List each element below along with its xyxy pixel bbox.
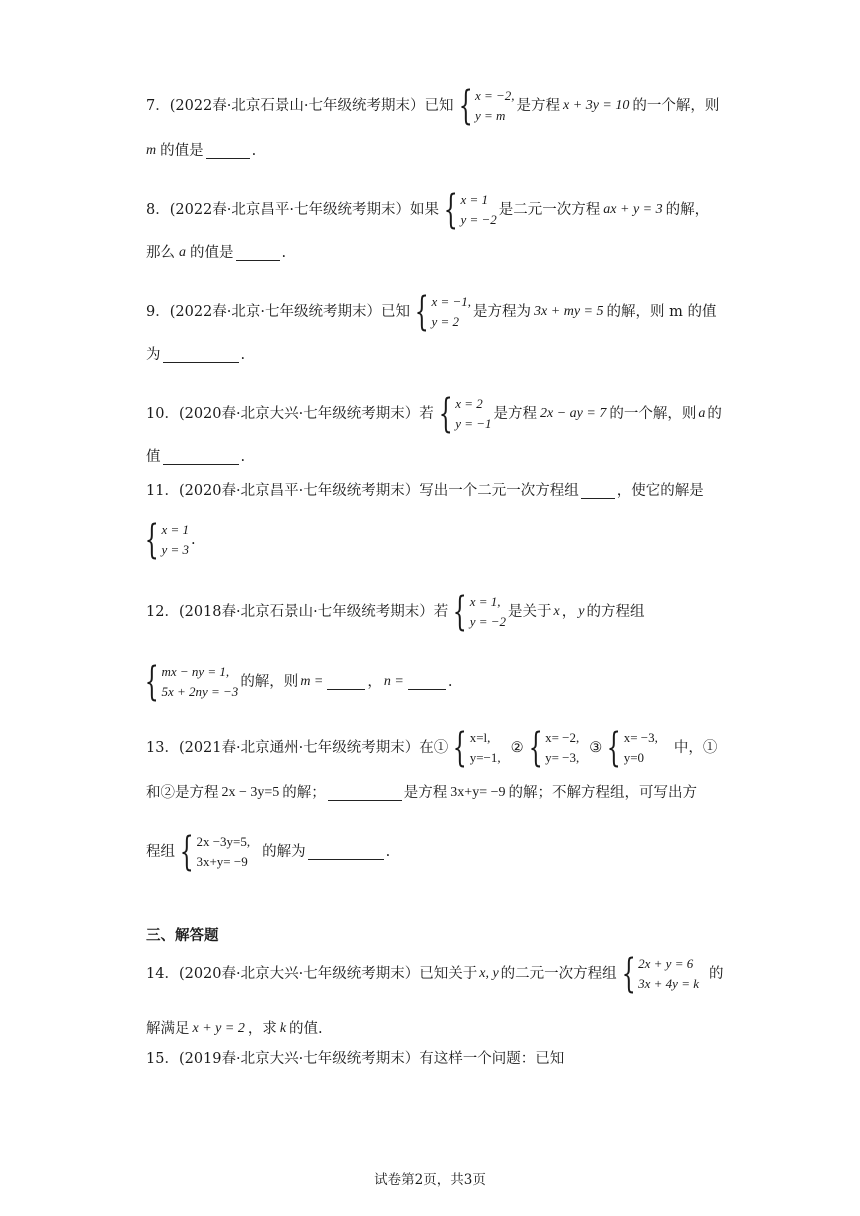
question-7-line2: m 的值是 . bbox=[146, 143, 257, 159]
question-14-line2: 解满足 x + y = 2 ，求 k 的值. bbox=[146, 1021, 323, 1037]
brace-icon: { bbox=[606, 725, 621, 771]
q7-equation: x + 3y = 10 bbox=[563, 98, 630, 113]
question-15: 15．(2019春·北京大兴·七年级统考期末）有这样一个问题：已知 bbox=[146, 1051, 565, 1067]
question-13-line2: 和②是方程 2x − 3y=5 的解； 是方程 3x+y= −9 的解；不解方程组，可写出方 bbox=[146, 785, 697, 801]
q12-system-2: { mx − ny = 1, 5x + 2ny = −3 bbox=[144, 659, 239, 705]
q12-system: { x = 1, y = −2 bbox=[452, 589, 507, 635]
answer-blank[interactable] bbox=[163, 450, 239, 465]
q8-system: { x = 1 y = −2 bbox=[443, 187, 497, 233]
question-8: 8．(2022春·北京昌平·七年级统考期末）如果 { x = 1 y = −2 是二元一次方程 ax + y = 3 的解， bbox=[146, 187, 710, 233]
answer-blank[interactable] bbox=[581, 484, 615, 499]
answer-blank[interactable] bbox=[206, 144, 250, 159]
question-12: 12．(2018春·北京石景山·七年级统考期末）若 { x = 1, y = −2 是关于 x ， y 的方程组 bbox=[146, 589, 645, 635]
brace-icon: { bbox=[144, 517, 159, 563]
q7-prefix: 7．(2022春·北京石景山·七年级统考期末）已知 bbox=[146, 98, 454, 114]
question-10: 10．(2020春·北京大兴·七年级统考期末）若 { x = 2 y = −1 是方程 2x − ay = 7 的一个解，则 a 的 bbox=[146, 391, 722, 437]
page-footer: 试卷第2页，共3页 bbox=[374, 1172, 486, 1188]
question-13: 13．(2021春·北京通州·七年级统考期末）在① { x=l, y=−1, ② { x= −2, y= −3, ③ { x= −3, y=0 中，① bbox=[146, 725, 718, 771]
answer-blank[interactable] bbox=[163, 348, 239, 363]
answer-blank[interactable] bbox=[308, 845, 384, 860]
answer-blank[interactable] bbox=[328, 786, 402, 801]
brace-icon: { bbox=[414, 289, 429, 335]
question-11-line2: { x = 1 y = 3 . bbox=[140, 520, 196, 560]
question-9-line2: 为 . bbox=[146, 347, 246, 363]
brace-icon: { bbox=[528, 725, 543, 771]
question-13-line3: 程组 { 2x −3y=5, 3x+y= −9 的解为 . bbox=[146, 829, 391, 875]
question-12-line2: { mx − ny = 1, 5x + 2ny = −3 的解，则 m = ， n = . bbox=[140, 662, 452, 702]
answer-blank-n[interactable] bbox=[408, 675, 446, 690]
question-10-line2: 值 . bbox=[146, 449, 246, 465]
answer-blank-m[interactable] bbox=[327, 675, 365, 690]
question-14: 14．(2020春·北京大兴·七年级统考期末）已知关于 x, y 的二元一次方程组 { 2x + y = 6 3x + 4y = k 的 bbox=[146, 951, 724, 997]
brace-icon: { bbox=[452, 725, 467, 771]
q13-system-2: { x= −2, y= −3, bbox=[528, 725, 580, 771]
section-heading: 三、解答题 bbox=[146, 927, 219, 944]
q13-system-3: { x= −3, y=0 bbox=[606, 725, 658, 771]
brace-icon: { bbox=[452, 589, 467, 635]
brace-icon: { bbox=[144, 659, 159, 705]
q9-system: { x = −1, y = 2 bbox=[414, 289, 472, 335]
answer-blank[interactable] bbox=[236, 246, 280, 261]
brace-icon: { bbox=[621, 951, 636, 997]
question-11: 11．(2020春·北京昌平·七年级统考期末）写出一个二元一次方程组 ，使它的解是 bbox=[146, 483, 704, 499]
brace-icon: { bbox=[438, 391, 453, 437]
q10-system: { x = 2 y = −1 bbox=[438, 391, 492, 437]
question-8-line2: 那么 a 的值是 . bbox=[146, 245, 287, 261]
q13-system-4: { 2x −3y=5, 3x+y= −9 bbox=[179, 829, 251, 875]
question-7: 7．(2022春·北京石景山·七年级统考期末）已知 { x = −2, y = m 是方程 x + 3y = 10 的一个解，则 bbox=[146, 83, 720, 129]
q13-system-1: { x=l, y=−1, bbox=[452, 725, 501, 771]
q7-system: { x = −2, y = m bbox=[458, 83, 515, 129]
q11-system: { x = 1 y = 3 bbox=[144, 517, 189, 563]
brace-icon: { bbox=[458, 83, 473, 129]
brace-icon: { bbox=[179, 829, 194, 875]
question-9: 9．(2022春·北京·七年级统考期末）已知 { x = −1, y = 2 是方程为 3x + my = 5 的解，则 m 的值 bbox=[146, 289, 717, 335]
brace-icon: { bbox=[443, 187, 458, 233]
q14-system: { 2x + y = 6 3x + 4y = k bbox=[621, 951, 699, 997]
